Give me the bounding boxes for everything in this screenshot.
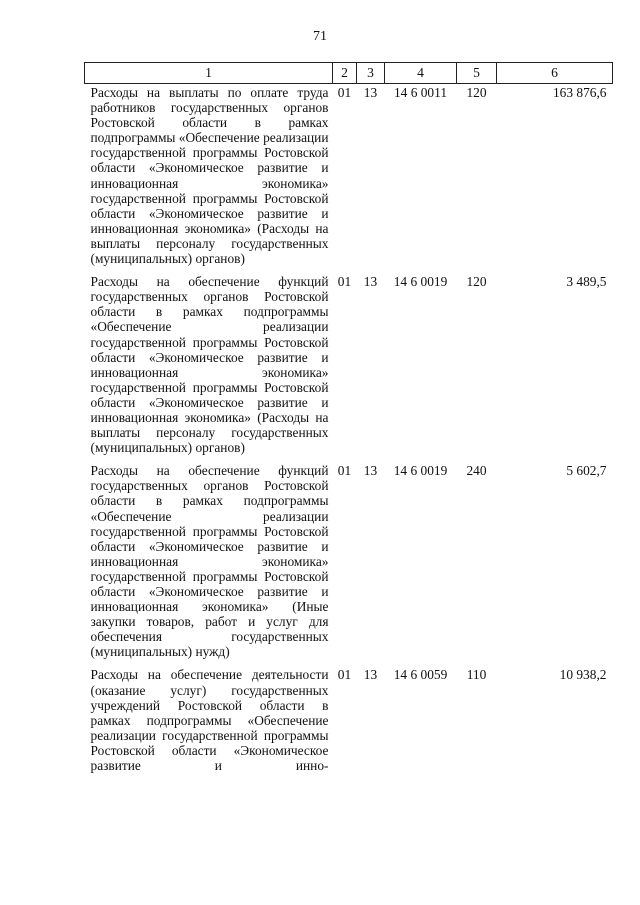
row-subsection: 13 — [363, 667, 378, 683]
row-amount: 163 876,6 — [552, 85, 607, 100]
header-col-3: 3 — [357, 63, 385, 84]
row-description: Расходы на обеспечение функций государственных органов Ростовской области в рамках подпрограммы «Обеспечение реализации государственной программы Ростовской области «Экономическое развитие и инновационная экономика» государственной программы Ростовской области «Экономическое развитие и инновационная экономика» (Иные закупки товаров, работ и услуг для обеспечения государственных (муниципальных) нужд) — [90, 463, 329, 660]
header-col-1: 1 — [85, 63, 333, 84]
page-number: 71 — [313, 29, 327, 44]
table-row — [85, 84, 613, 267]
row-subsection: 13 — [363, 274, 378, 290]
table-row — [85, 659, 613, 773]
row-expense-type: 120 — [466, 85, 487, 100]
row-target: 14 6 0059 — [393, 667, 448, 683]
table-row — [85, 455, 613, 659]
row-section: 01 — [337, 667, 352, 683]
header-col-4: 4 — [385, 63, 457, 84]
row-section: 01 — [337, 463, 352, 479]
row-description: Расходы на обеспечение деятельности (оказание услуг) государственных учреждений Ростовской области в рамках подпрограммы «Обеспечение реализации государственной программы Ростовской области «Экономическое развитие и инно- — [90, 667, 329, 774]
header-col-5: 5 — [457, 63, 497, 84]
table-row — [85, 266, 613, 455]
row-target: 14 6 0019 — [393, 463, 448, 479]
header-col-2: 2 — [333, 63, 357, 84]
budget-table — [84, 62, 613, 773]
row-description: Расходы на выплаты по оплате труда работников государственных органов Ростовской области в рамках подпрограммы «Обеспечение реализации государственной программы Ростовской области «Экономическое развитие и инновационная экономика» государственной программы Ростовской области «Экономическое развитие и инновационная экономика» (Расходы на выплаты персоналу государственных (муниципальных) органов) — [90, 85, 329, 267]
row-section: 01 — [337, 85, 352, 100]
row-description: Расходы на обеспечение функций государственных органов Ростовской области в рамках подпрограммы «Обеспечение реализации государственной программы Ростовской области «Экономическое развитие и инновационная экономика» государственной программы Ростовской области «Экономическое развитие и инновационная экономика» (Расходы на выплаты персоналу государственных (муниципальных) органов) — [90, 274, 329, 456]
row-subsection: 13 — [363, 85, 378, 100]
row-expense-type: 240 — [466, 463, 487, 479]
row-section: 01 — [337, 274, 352, 290]
row-target: 14 6 0019 — [393, 274, 448, 290]
row-amount: 5 602,7 — [566, 463, 607, 479]
row-amount: 3 489,5 — [566, 274, 607, 290]
row-target: 14 6 0011 — [393, 85, 448, 100]
header-col-6: 6 — [497, 63, 613, 84]
row-subsection: 13 — [363, 463, 378, 479]
row-expense-type: 110 — [466, 667, 487, 683]
table-header-row — [85, 63, 613, 84]
row-expense-type: 120 — [466, 274, 487, 290]
row-amount: 10 938,2 — [559, 667, 607, 683]
